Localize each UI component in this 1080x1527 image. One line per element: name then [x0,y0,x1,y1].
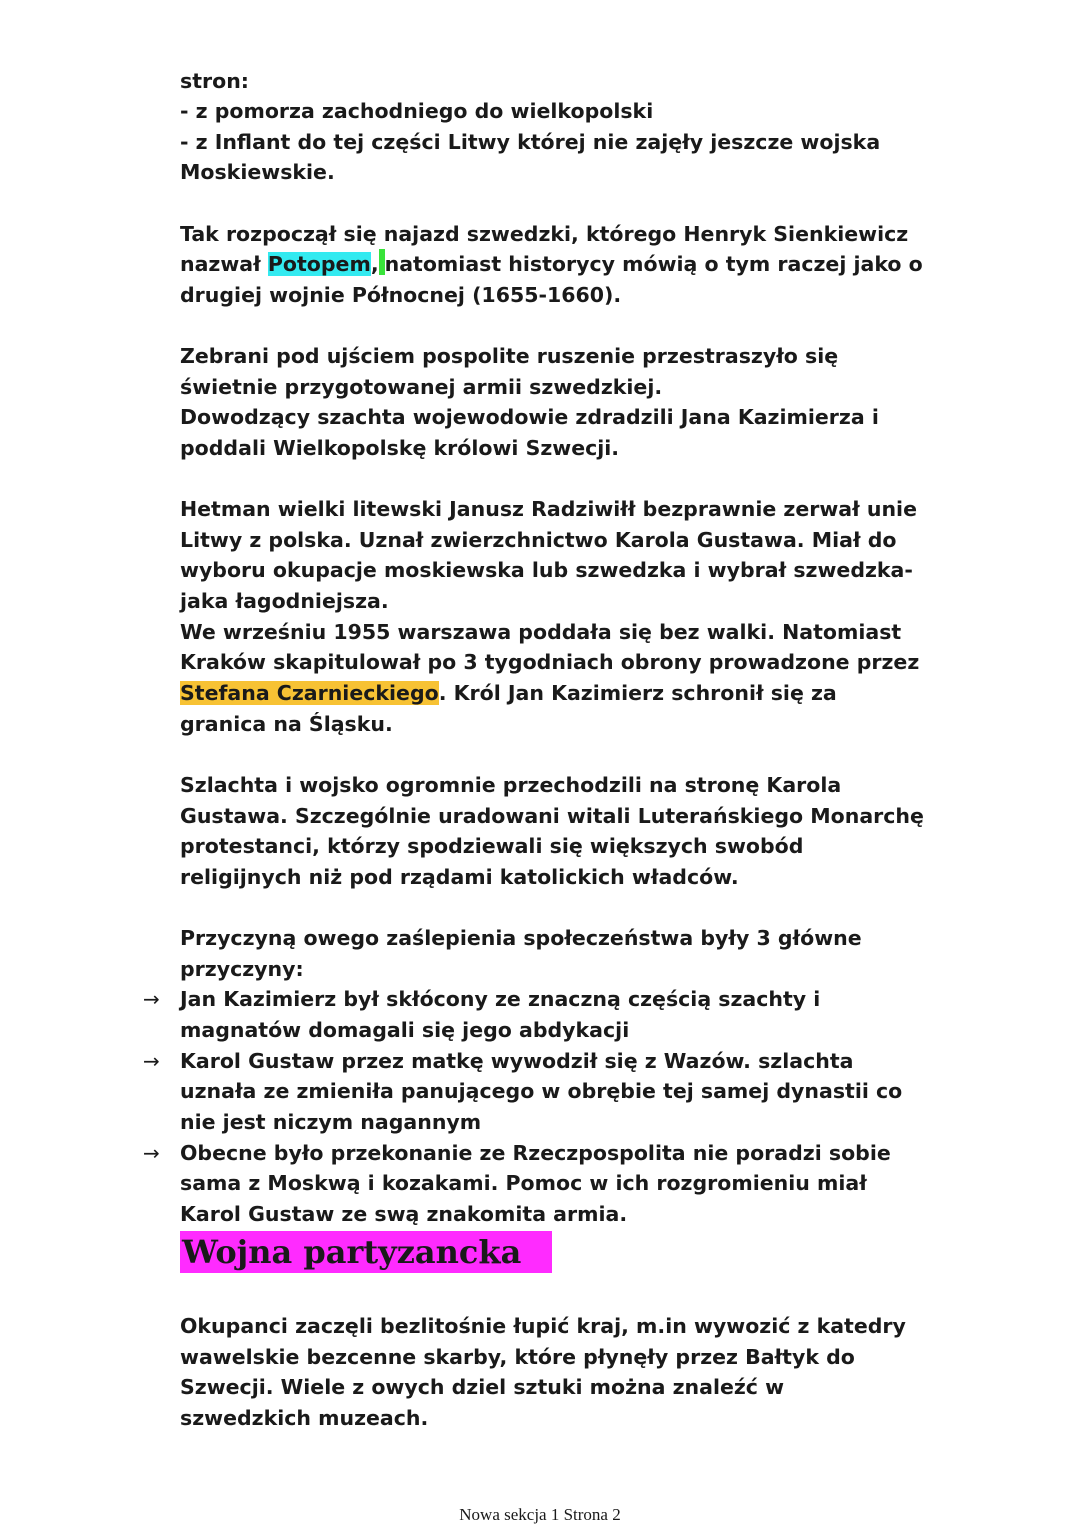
text-line: świetnie przygotowanej armii szwedzkiej. [180,375,663,399]
text-line: Hetman wielki litewski Janusz Radziwiłł bezprawnie zerwał unie [180,497,917,521]
list-item-text: uznała ze zmieniła panującego w obrębie tej samej dynastii co [180,1079,903,1103]
list-item-text: sama z Moskwą i kozakami. Pomoc w ich rozgromieniu miał [180,1171,867,1195]
list-item-text: magnatów domagali się jego abdykacji [180,1018,630,1042]
text-line: granica na Śląsku. [180,712,393,736]
section-heading: Wojna partyzancka [180,1231,552,1273]
text-line: drugiej wojnie Północnej (1655-1660). [180,283,622,307]
text-line: Tak rozpoczął się najazd szwedzki, którego Henryk Sienkiewicz [180,222,909,246]
text-line: Zebrani pod ujściem pospolite ruszenie przestraszyło się [180,344,839,368]
highlight-czarnieckiego: Stefana Czarnieckiego [180,681,439,705]
list-item-text: nie jest niczym nagannym [180,1110,482,1134]
text-line: Dowodzący szachta wojewodowie zdradzili Jana Kazimierza i [180,405,879,429]
text-line: Szwecji. Wiele z owych dziel sztuki można znaleźć w [180,1375,785,1399]
highlight-potopem: Potopem [267,252,371,276]
text-line: przyczyny: [180,957,304,981]
text-line: protestanci, którzy spodziewali się większych swobód [180,834,804,858]
list-item-text: Obecne było przekonanie ze Rzeczpospolita nie poradzi sobie [180,1141,891,1165]
arrow-bullet-icon: → [143,1141,160,1165]
text-segment: . Król Jan Kazimierz schronił się za [438,681,837,705]
list-item-text: Karol Gustaw ze swą znakomita armia. [180,1202,628,1226]
arrow-bullet-icon: → [143,1049,160,1073]
text-line [180,678,837,708]
text-line: - z pomorza zachodniego do wielkopolski [180,99,654,123]
text-line: wawelskie bezcenne skarby, które płynęły przez Bałtyk do [180,1345,855,1369]
arrow-bullet-icon: → [143,987,160,1011]
text-line: We wrześniu 1955 warszawa poddała się bez walki. Natomiast [180,620,902,644]
text-line: Przyczyną owego zaślepienia społeczeństwa były 3 główne [180,926,862,950]
text-line: Okupanci zaczęli bezlitośnie łupić kraj, m.in wywozić z katedry [180,1314,906,1338]
text-segment: nazwał [180,252,268,276]
text-line: poddali Wielkopolskę królowi Szwecji. [180,436,620,460]
text-line: Gustawa. Szczególnie uradowani witali Luterańskiego Monarchę [180,804,924,828]
text-line: stron: [180,69,249,93]
text-line: wyboru okupacje moskiewska lub szwedzka i wybrał szwedzka- [180,558,913,582]
text-line: Kraków skapitulował po 3 tygodniach obrony prowadzone przez [180,650,920,674]
text-line: jaka łagodniejsza. [180,589,389,613]
text-line: - z Inflant do tej części Litwy której nie zajęły jeszcze wojska [180,130,881,154]
page-footer: Nowa sekcja 1 Strona 2 [459,1505,621,1524]
text-line: szwedzkich muzeach. [180,1406,429,1430]
text-line: religijnych niż pod rządami katolickich władców. [180,865,739,889]
text-segment: natomiast historycy mówią o tym raczej jako o [384,252,923,276]
text-line: Szlachta i wojsko ogromnie przechodzili na stronę Karola [180,773,842,797]
text-line: Moskiewskie. [180,160,335,184]
list-item-text: Karol Gustaw przez matkę wywodził się z Wazów. szlachta [180,1049,854,1073]
text-line: Litwy z polska. Uznał zwierzchnictwo Karola Gustawa. Miał do [180,528,897,552]
list-item-text: Jan Kazimierz był skłócony ze znaczną częścią szachty i [180,987,821,1011]
text-line [180,249,923,279]
text-segment: , [370,252,379,276]
